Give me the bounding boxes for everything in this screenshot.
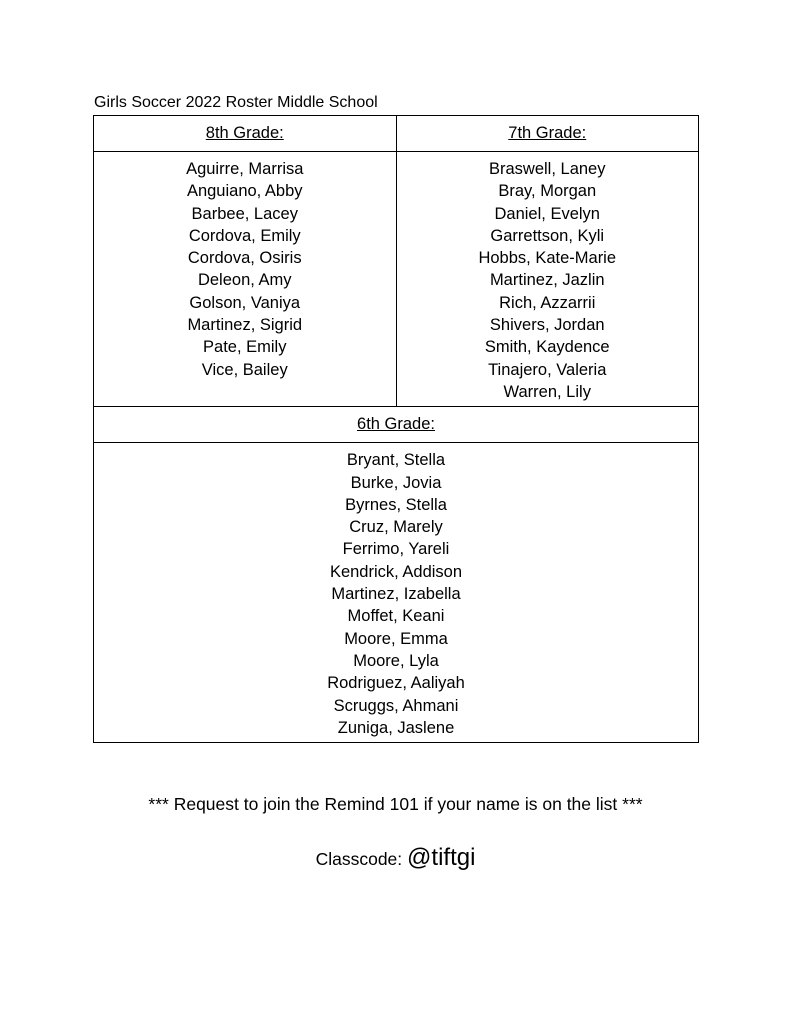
- roster-name: Martinez, Izabella: [331, 585, 461, 604]
- roster-name: Pate, Emily: [203, 338, 287, 357]
- roster-name: Bryant, Stella: [346, 451, 446, 470]
- roster-name: Cordova, Emily: [188, 226, 301, 245]
- roster-name: Daniel, Evelyn: [494, 204, 600, 223]
- roster-name: Golson, Vaniya: [189, 293, 301, 312]
- roster-name: Garrettson, Kyli: [490, 226, 605, 245]
- roster-name: Warren, Lily: [503, 382, 591, 401]
- roster-name: Byrnes, Stella: [345, 495, 447, 514]
- roster-name: Rich, Azzarrii: [499, 293, 596, 312]
- roster-name: Burke, Jovia: [350, 473, 442, 492]
- roster-name: Martinez, Sigrid: [187, 316, 303, 335]
- sixth-grade-header-row: [94, 407, 699, 443]
- eighth-grade-heading: 8th Grade:: [205, 124, 284, 142]
- roster-name: Anguiano, Abby: [186, 182, 303, 201]
- classcode-label: Classcode:: [315, 849, 403, 869]
- roster-name: Moffet, Keani: [347, 607, 445, 626]
- remind-request-note: *** Request to join the Remind 101 if your name is on the list ***: [148, 794, 643, 814]
- sixth-grade-heading: 6th Grade:: [357, 415, 435, 434]
- roster-name: Shivers, Jordan: [489, 316, 605, 335]
- roster-table: [93, 115, 699, 743]
- roster-name: Martinez, Jazlin: [489, 271, 605, 290]
- roster-name: Cordova, Osiris: [187, 249, 302, 268]
- roster-name: Moore, Lyla: [353, 651, 439, 670]
- roster-name: Scruggs, Ahmani: [333, 696, 459, 715]
- upper-grade-names-row: [94, 152, 699, 407]
- roster-name: Braswell, Laney: [489, 160, 606, 178]
- roster-name: Rodriguez, Aaliyah: [327, 674, 465, 693]
- sixth-grade-names-row: [94, 443, 699, 743]
- roster-name: Hobbs, Kate-Marie: [478, 249, 617, 268]
- roster-name: Tinajero, Valeria: [488, 360, 607, 379]
- roster-name: Aguirre, Marrisa: [186, 160, 304, 178]
- roster-name: Bray, Morgan: [498, 182, 597, 201]
- roster-name: Smith, Kaydence: [484, 338, 610, 357]
- roster-name: Kendrick, Addison: [329, 562, 463, 581]
- sixth-grade-header: [94, 407, 699, 443]
- roster-name: Cruz, Marely: [349, 518, 443, 537]
- seventh-grade-heading: 7th Grade:: [508, 124, 587, 142]
- classcode-line: [0, 841, 791, 876]
- roster-name: Moore, Emma: [344, 629, 448, 648]
- roster-name: Vice, Bailey: [201, 360, 288, 379]
- roster-name: Ferrimo, Yareli: [342, 540, 450, 559]
- eighth-grade-name-list: [94, 152, 397, 407]
- eighth-grade-header: [94, 116, 397, 152]
- sixth-grade-name-list: [94, 443, 699, 743]
- upper-grade-header-row: [94, 116, 699, 152]
- roster-name: Deleon, Amy: [197, 271, 292, 290]
- seventh-grade-header: [396, 116, 699, 152]
- roster-name: Barbee, Lacey: [191, 204, 298, 223]
- roster-name: Zuniga, Jaslene: [337, 718, 455, 737]
- classcode-value: @tiftgi: [407, 844, 476, 871]
- seventh-grade-name-list: [396, 152, 699, 407]
- document-title: Girls Soccer 2022 Roster Middle School: [94, 94, 378, 111]
